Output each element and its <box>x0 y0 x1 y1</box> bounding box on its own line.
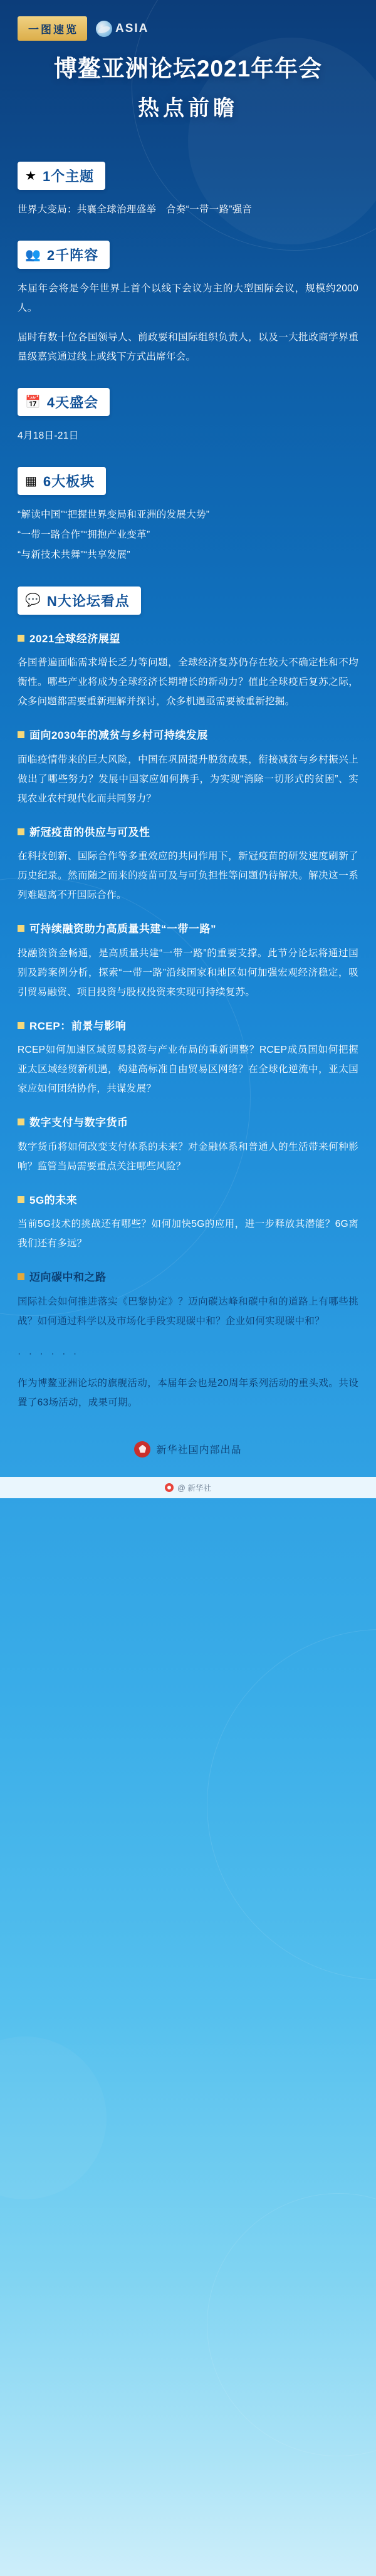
page-title: 博鳌亚洲论坛2021年年会 <box>53 56 323 81</box>
closing-note: 作为博鳌亚洲论坛的旗舰活动，本届年会也是20周年系列活动的重头戏。共设置了63场活动，成果可期。 <box>18 1377 358 1408</box>
section-dates <box>18 388 358 446</box>
page-subtitle: 热点前瞻 <box>138 96 238 121</box>
boao-forum-logo-text: ASIA <box>115 21 149 35</box>
deco-circle <box>0 2036 107 2199</box>
bullet-square-icon <box>18 1196 24 1203</box>
highlight-title-row <box>18 1192 358 1209</box>
highlight-title-row <box>18 727 358 744</box>
highlight-item <box>18 921 358 1002</box>
section-participants-p2: 届时有数十位各国领导人、前政要和国际组织负责人，以及一大批政商学界重量级嘉宾通过线上或线下方式出席年会。 <box>18 332 358 363</box>
deco-circle <box>207 1629 376 1980</box>
deco-circle <box>207 2193 376 2456</box>
section-theme-body: 世界大变局：共襄全球治理盛举 合奏“一带一路”强音 <box>18 204 253 216</box>
track-line: “一带一路合作”“拥抱产业变革” <box>18 529 150 541</box>
footer <box>0 1441 376 1477</box>
section-label: N大论坛看点 <box>46 593 130 609</box>
quick-view-badge: 一图速览 <box>18 16 87 41</box>
section-label: 4天盛会 <box>46 395 99 411</box>
calendar-icon: 📅 <box>25 395 41 409</box>
track-line: “与新技术共舞”“共享发展” <box>18 549 130 560</box>
highlight-body: 数字货币将如何改变支付体系的未来？对金融体系和普通人的生活带来何种影响？监管当局需要重点关注哪些风险？ <box>18 1141 358 1172</box>
section-header <box>18 467 106 495</box>
content <box>0 162 376 1412</box>
highlight-title: 面向2030年的减贫与乡村可持续发展 <box>29 729 208 742</box>
producer-label: 新华社国内部出品 <box>156 1445 242 1456</box>
highlight-title: RCEP：前景与影响 <box>29 1019 127 1032</box>
bullet-square-icon <box>18 731 24 738</box>
highlight-body: 面临疫情带来的巨大风险，中国在巩固提升脱贫成果，衔接减贫与乡村振兴上做出了哪些努力？发展中国家应如何携手，为实现“消除一切形式的贫困”、实现农业农村现代化而共同努力？ <box>18 754 358 804</box>
xinhua-mark-icon <box>134 1441 150 1457</box>
weibo-credit <box>165 1482 211 1493</box>
header <box>0 0 376 140</box>
section-label: 2千阵容 <box>46 248 99 264</box>
highlight-title: 迈向碳中和之路 <box>29 1271 107 1284</box>
highlight-item <box>18 1018 358 1099</box>
highlight-item <box>18 1270 358 1331</box>
highlight-body: 当前5G技术的挑战还有哪些？如何加快5G的应用，进一步释放其潜能？6G离我们还有多远？ <box>18 1219 358 1249</box>
section-dates-body: 4月18日-21日 <box>18 430 79 442</box>
boao-forum-logo <box>96 21 149 37</box>
weibo-eye-icon <box>165 1483 174 1492</box>
highlight-title: 可持续融资助力高质量共建“一带一路” <box>29 923 216 936</box>
highlight-body: 在科技创新、国际合作等多重效应的共同作用下，新冠疫苗的研发速度刷新了历史纪录。然而随之而来的疫苗可及与可负担性等问题仍待解决。解决这一系列难题离不开国际合作。 <box>18 851 358 901</box>
section-header <box>18 388 110 416</box>
bullet-square-icon <box>18 925 24 932</box>
bullet-square-icon <box>18 1022 24 1029</box>
boao-forum-swoosh-icon <box>96 21 112 37</box>
producer-credit <box>134 1441 241 1457</box>
highlight-title-row <box>18 1115 358 1131</box>
bullet-square-icon <box>18 635 24 642</box>
ellipsis-marker: · · · · · · <box>18 1348 80 1359</box>
section-participants-p1: 本届年会将是今年世界上首个以线下会议为主的大型国际会议，规模约2000人。 <box>18 283 358 314</box>
highlight-title-row <box>18 631 358 647</box>
highlight-item <box>18 825 358 905</box>
bullet-square-icon <box>18 828 24 835</box>
highlight-body: 投融资资金畅通，是高质量共建“一带一路”的重要支撑。此节分论坛将通过国别及跨案例分析，探索“一带一路”沿线国家和地区如何加强宏观经济稳定，吸引贸易融资、项目投资与股权投资来实现可持续复苏。 <box>18 947 358 998</box>
highlight-body: 各国普遍面临需求增长乏力等问题，全球经济复苏仍存在较大不确定性和不均衡性。哪些产业将成为全球经济长期增长的新动力？值此全球疫后复苏之际，众多问题都需要重新理解并探讨，众多机遇亟需要被重新挖掘。 <box>18 657 358 707</box>
bullet-square-icon <box>18 1119 24 1125</box>
section-tracks-lines <box>18 505 358 565</box>
track-line: “解读中国”“把握世界变局和亚洲的发展大势” <box>18 509 210 521</box>
section-forum-highlights <box>18 587 358 1360</box>
section-header <box>18 587 141 615</box>
highlight-title: 数字支付与数字货币 <box>29 1117 128 1129</box>
bullet-square-icon <box>18 1273 24 1280</box>
highlight-item <box>18 1115 358 1176</box>
highlight-title-row <box>18 1018 358 1035</box>
highlight-item <box>18 727 358 808</box>
section-tracks <box>18 467 358 565</box>
weibo-bar <box>0 1477 376 1498</box>
highlight-title: 2021全球经济展望 <box>29 632 120 645</box>
highlight-title: 5G的未来 <box>29 1194 78 1206</box>
highlight-title-row <box>18 1270 358 1286</box>
section-header <box>18 162 105 190</box>
star-icon: ★ <box>25 169 36 183</box>
highlight-title-row <box>18 921 358 937</box>
highlight-title-row <box>18 825 358 841</box>
section-label: 6大板块 <box>43 474 95 490</box>
highlight-body: RCEP如何加速区域贸易投资与产业布局的重新调整？RCEP成员国如何把握亚太区域经贸新机遇，构建高标准自由贸易区网络？在全球化逆流中，亚太国家应如何团结协作，共谋发展？ <box>18 1045 358 1095</box>
speech-icon: 💬 <box>25 593 41 608</box>
highlight-title: 新冠疫苗的供应与可及性 <box>29 826 150 838</box>
people-icon: 👥 <box>25 248 41 262</box>
weibo-label: @ 新华社 <box>177 1483 211 1493</box>
header-badge-row <box>0 16 376 41</box>
grid-icon: ▦ <box>25 474 37 488</box>
section-participants <box>18 241 358 367</box>
section-theme <box>18 162 358 219</box>
section-label: 1个主题 <box>42 169 95 185</box>
highlight-body: 国际社会如何推进落实《巴黎协定》？迈向碳达峰和碳中和的道路上有哪些挑战？如何通过科学以及市场化手段实现碳中和？企业如何实现碳中和？ <box>18 1296 358 1327</box>
highlight-item <box>18 1192 358 1254</box>
section-header <box>18 241 110 269</box>
highlight-item <box>18 631 358 712</box>
